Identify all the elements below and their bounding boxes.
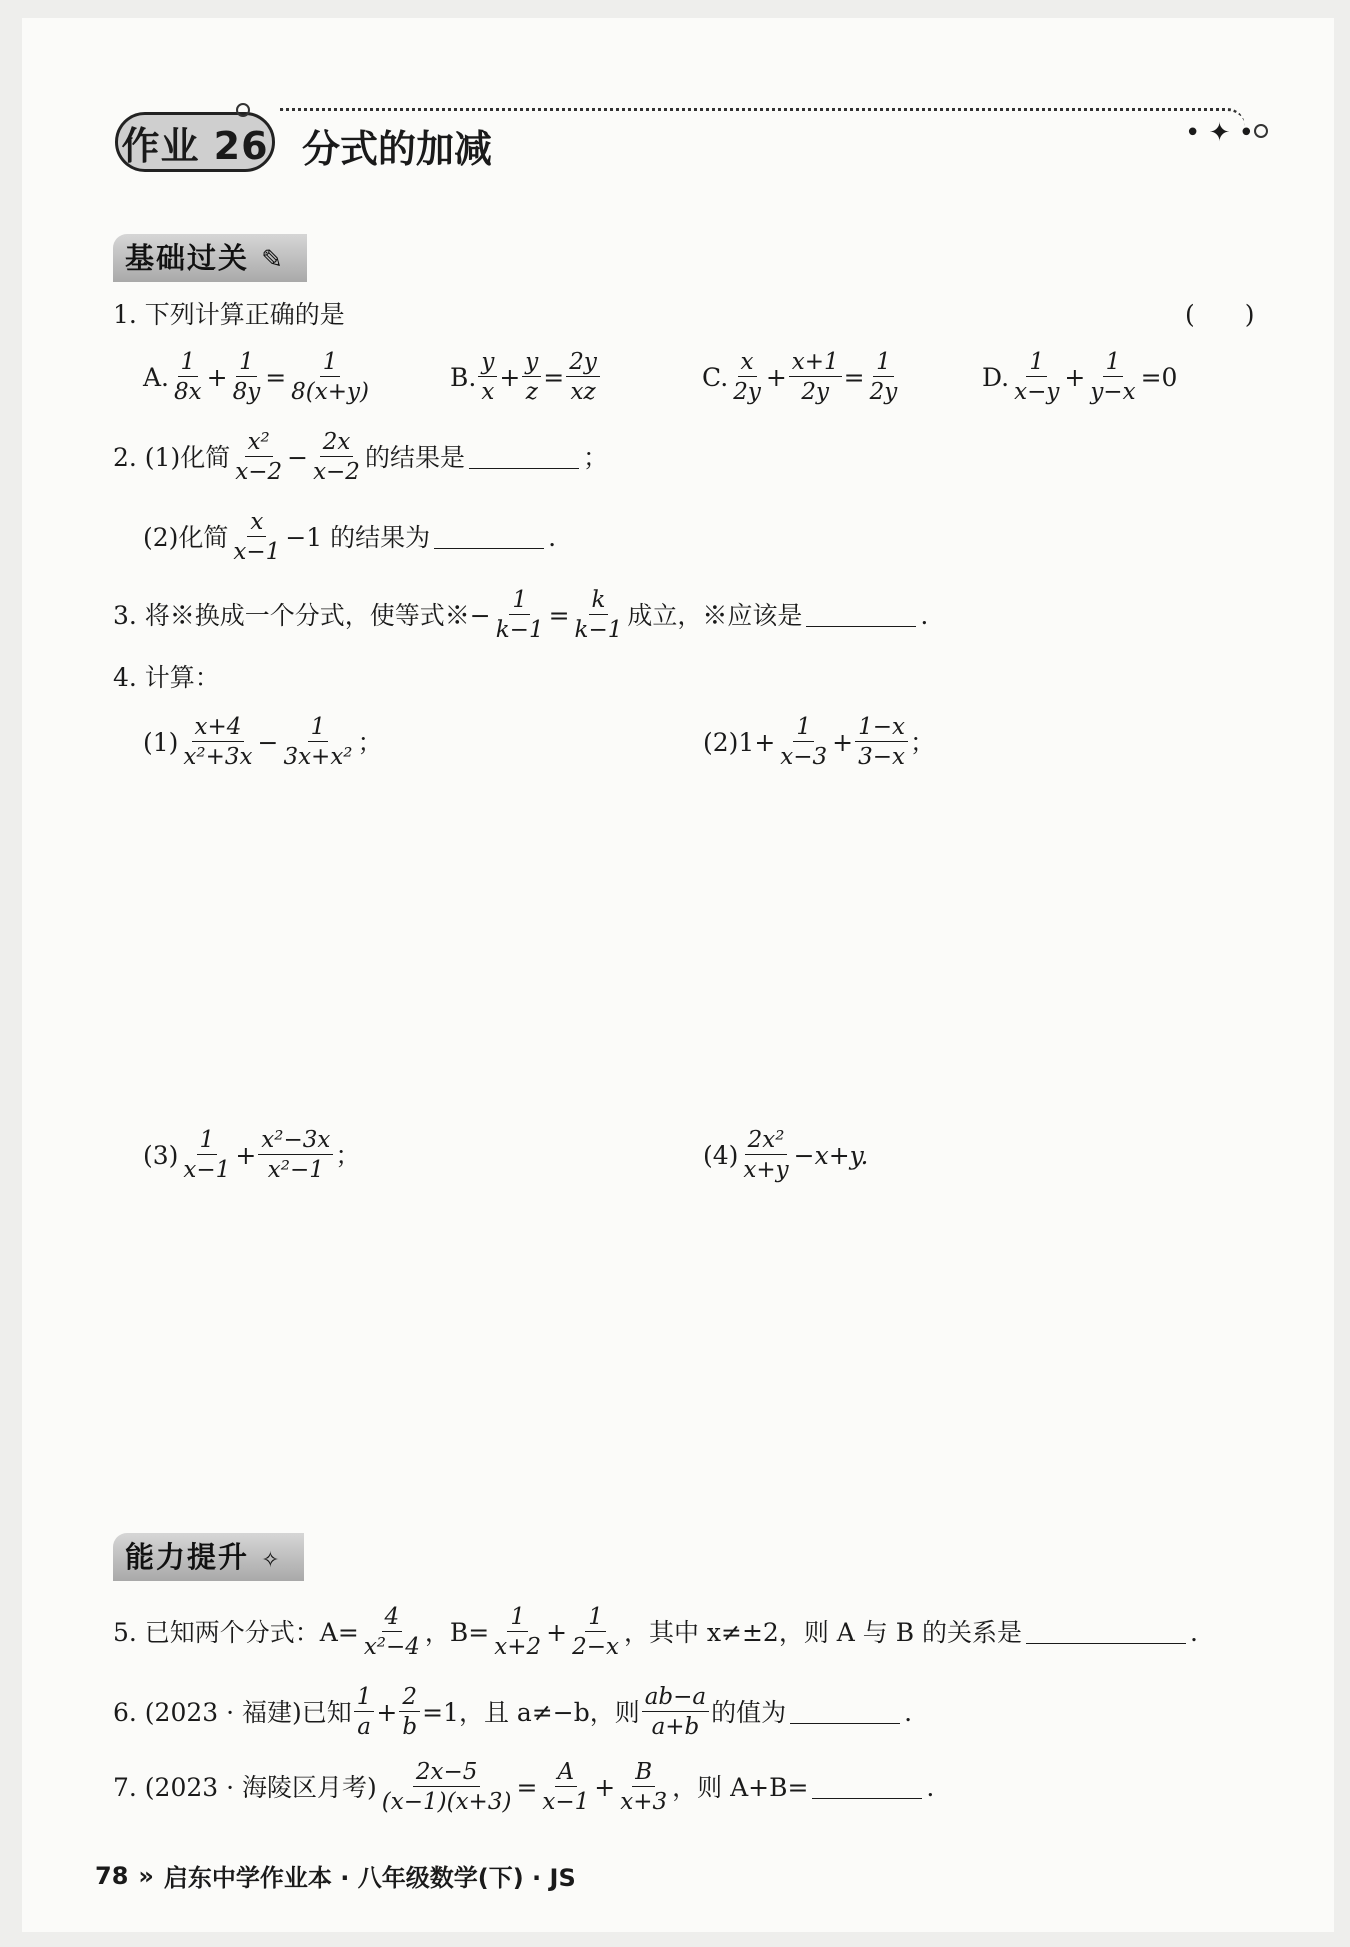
question-1-option-d: D. $\frac{1}{x-y}$ + $\frac{1}{y-x}$ =0 (982, 349, 1178, 406)
question-2-part-1: 2. (1)化简 $\frac{\text{x²}}{x-2}$ − $\frac{2x}{x-2}$ 的结果是 ； (113, 429, 608, 486)
page-footer (95, 1858, 576, 1893)
question-4-part-4: (4) $\frac{\text{2x²}}{x+y}$ −x+y. (703, 1127, 869, 1184)
question-4-part-3: (3) $\frac{1}{x-1}$ + $\frac{\text{x²−3x}}{\text{x²−1}}$ ； (143, 1127, 361, 1184)
question-4-part-1: (1) $\frac{x+4}{\text{x²+3x}}$ − $\frac{1}{\text{3x+x²}}$ ； (143, 714, 383, 771)
section-basic-tag (113, 234, 307, 282)
question-3: 3. 将※换成一个分式，使等式※− $\frac{1}{k-1}$ = $\frac{k}{k-1}$ 成立，※应该是 . (113, 587, 929, 644)
answer-blank-6[interactable] (790, 1701, 900, 1724)
assignment-badge: 作业 26 (115, 112, 275, 172)
page-number: 78 (95, 1861, 129, 1890)
question-7: 7. (2023 · 海陵区月考) $\frac{2x-5}{(x-1)(x+3)}$ = $\frac{A}{x-1}$ + $\frac{B}{x+3}$ ，则 A+B= . (113, 1759, 935, 1816)
question-1-option-b: B. $\frac{y}{x}$ + $\frac{y}{z}$ = $\frac{2y}{xz}$ (450, 350, 602, 404)
answer-blank-2-1[interactable] (469, 446, 579, 469)
double-chevron-icon: » (138, 1861, 154, 1890)
question-1-answer-paren: ( ) (1185, 300, 1255, 329)
sparkle-icon: • ✦ • (1185, 118, 1254, 148)
section-basic-label: 基础过关 (125, 241, 250, 275)
answer-blank-2-2[interactable] (434, 526, 544, 549)
answer-blank-3[interactable] (806, 604, 916, 627)
book-title: 启东中学作业本 · 八年级数学(下) · JS (163, 1864, 576, 1892)
answer-blank-5[interactable] (1026, 1621, 1186, 1644)
section-advanced-tag (113, 1533, 304, 1581)
header-ring-left (236, 103, 250, 117)
question-2-part-2: (2)化简 $\frac{x}{x-1}$ −1 的结果为 . (143, 509, 557, 566)
question-4-part-2: (2)1+ $\frac{1}{x-3}$ + $\frac{1-x}{3-x}$ ； (703, 714, 936, 771)
page-title: 分式的加减 (302, 127, 493, 171)
question-1-option-a: A. $\frac{1}{8x}$ + $\frac{1}{8y}$ = $\frac{1}{8(x+y)}$ (143, 349, 369, 406)
question-4-stem: 4. 计算： (113, 663, 220, 692)
header-ring-right (1254, 124, 1268, 138)
question-6: 6. (2023 · 福建)已知 $\frac{1}{a}$ + $\frac{2}{b}$ =1，且 a≠−b，则 $\frac{ab-a}{a+b}$ 的值为 . (113, 1684, 913, 1741)
question-5: 5. 已知两个分式：A= $\frac{4}{\text{x²−4}}$ ，B= $\frac{1}{x+2}$ + $\frac{1}{2-x}$ ，其中 x≠±2，则 A 与 B 的关系是 . (113, 1604, 1198, 1661)
sparkle-burst-icon: ✧ (261, 1548, 282, 1573)
answer-blank-7[interactable] (812, 1776, 922, 1799)
pencil-icon: ✎ (261, 245, 285, 275)
question-1-stem: 1. 下列计算正确的是 (113, 300, 345, 329)
section-advanced-label: 能力提升 (125, 1540, 250, 1574)
question-1-option-c: C. $\frac{x}{2y}$ + $\frac{x+1}{2y}$ = $\frac{1}{2y}$ (702, 349, 898, 406)
